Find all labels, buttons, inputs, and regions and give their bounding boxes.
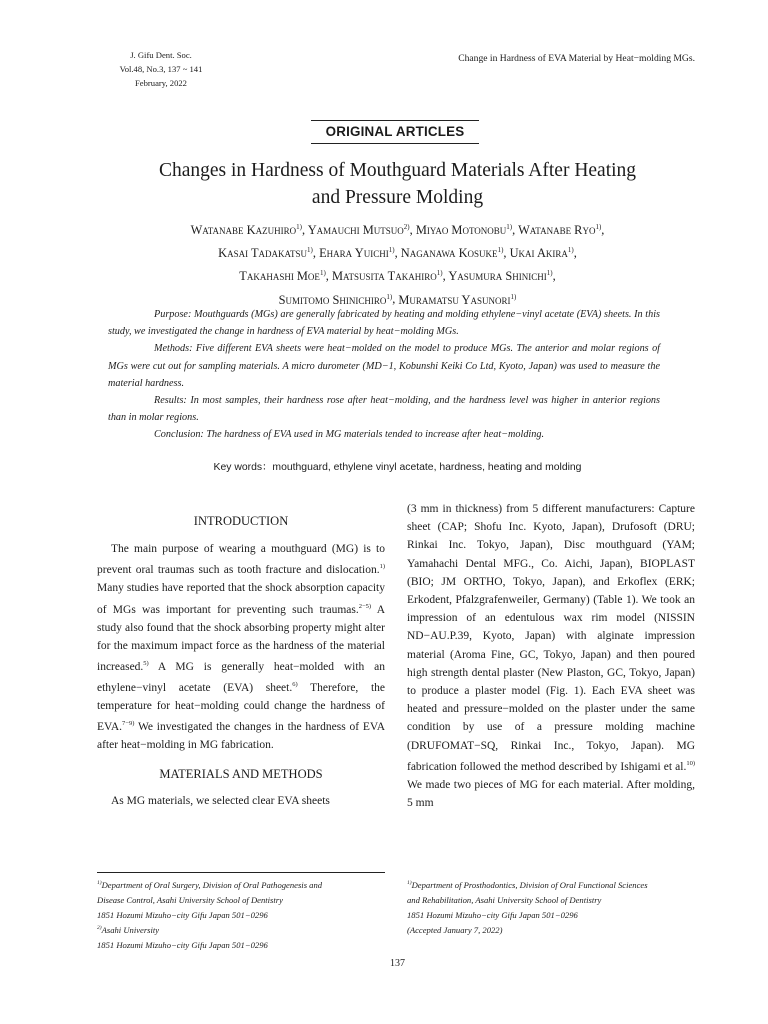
methods-heading: MATERIALS AND METHODS [159,766,323,781]
footnote-rule [97,872,385,873]
abstract-results: Results: In most samples, their hardness rose after heat−molding, and the hardness level was higher in anterior regions than in molar regions. [108,395,660,424]
author: Watanabe Ryo$^{1)}$ [518,223,602,238]
author-line: Sumitomo Shinichiro$^{1)}$, Muramatsu Yasunori$^{1)}$ [278,292,517,307]
author: Miyao Motonobu$^{1)}$ [415,223,513,238]
author: Takahashi Moe$^{1)}$ [239,269,326,284]
journal-date: February, 2022 [135,78,187,88]
page-number: 137 [390,958,405,969]
author: Muramatsu Yasunori$^{1)}$ [398,292,517,307]
abstract-purpose: Purpose: Mouthguards (MGs) are generally fabricated by heating and molding ethylene−vinyl acetate (EVA) sheets. In this study, we investigated the change in hardness of EVA material by heat−molding MGs. [108,309,660,338]
author-line: Watanabe Kazuhiro$^{1)}$, Yamauchi Mutsuo$^{2)}$, Miyao Motonobu$^{1)}$, Watanabe Ryo$^{1)}$, [190,223,605,238]
title-line-1: Changes in Hardness of Mouthguard Materials After Heating [158,160,637,181]
title-line-2: and Pressure Molding [311,187,484,208]
footnote-line: $^{1)}$Department of Oral Surgery, Division of Oral Pathogenesis and [97,879,323,890]
author: Ehara Yuichi$^{1)}$ [319,246,395,261]
footnote-line: $^{1)}$Department of Prosthodontics, Division of Oral Functional Sciences [407,879,648,890]
running-title: Change in Hardness of EVA Material by Heat−molding MGs. [458,53,695,64]
author: Matsusita Takahiro$^{1)}$ [331,269,443,284]
journal-volume: Vol.48, No.3, 137 ~ 141 [119,64,203,74]
introduction-paragraph: The main purpose of wearing a mouthguard (MG) is to prevent oral traumas such as tooth fracture and dislocation.$^{1)}$ Many studies have reported that the shock absorption capacity of MGs was important for preventing such traumas.$^{2-5)}$ A study also found that the shock absorbing property might alter for the maximum impact force as the hardness of the material increased.$^{5)}$ A MG is generally heat−molded with an ethylene−vinyl acetate (EVA) sheet.$^{6)}$ Therefore, the temperature for heat−molding could change the hardness of EVA.$^{7-9)}$ We investigated the changes in the hardness of EVA after heat−molding in MG fabrication. [97,543,386,752]
footnote-line: 1851 Hozumi Mizuho−city Gifu Japan 501−0296 [407,909,578,920]
author: Watanabe Kazuhiro$^{1)}$ [190,223,302,238]
introduction-heading: INTRODUCTION [193,514,289,528]
right-column [407,500,695,812]
author: Naganawa Kosuke$^{1)}$ [400,246,504,261]
footnote-line: 1851 Hozumi Mizuho−city Gifu Japan 501−0296 [97,909,268,920]
paper-title [100,157,695,211]
abstract-conclusion: Conclusion: The hardness of EVA used in MG materials tended to increase after heat−molding. [154,429,544,441]
footnote-line: $^{2)}$Asahi University [97,925,160,936]
keywords: Key words：mouthguard, ethylene vinyl acetate, hardness, heating and molding [213,462,582,473]
footnotes-right [407,877,702,937]
methods-paragraph: As MG materials, we selected clear EVA sheets [111,794,330,807]
footnote-line: 1851 Hozumi Mizuho−city Gifu Japan 501−0296 [97,940,268,951]
footnote-line: (Accepted January 7, 2022) [407,925,503,936]
left-column [97,512,385,810]
journal-name: J. Gifu Dent. Soc. [130,50,192,60]
author: Ukai Akira$^{1)}$ [509,246,574,261]
abstract [108,306,660,444]
author: Yasumura Shinichi$^{1)}$ [448,269,553,284]
journal-citation [100,48,222,90]
footnotes-left [97,877,392,952]
author: Sumitomo Shinichiro$^{1)}$ [278,292,393,307]
footnote-line: and Rehabilitation, Asahi University School of Dentistry [407,894,602,905]
author: Yamauchi Mutsuo$^{2)}$ [307,223,410,238]
author-line: Takahashi Moe$^{1)}$, Matsusita Takahiro$^{1)}$, Yasumura Shinichi$^{1)}$, [239,269,556,284]
author-list [110,217,685,310]
author-line: Kasai Tadakatsu$^{1)}$, Ehara Yuichi$^{1)}$, Naganawa Kosuke$^{1)}$, Ukai Akira$^{1)}$, [218,246,577,261]
abstract-methods: Methods: Five different EVA sheets were heat−molded on the model to produce MGs. The anterior and molar regions of MGs were cut out for sampling materials. A micro durometer (MD−1, Kobunshi Keiki Co Ltd, Kyoto, Japan) was used to measure the material hardness. [108,343,660,389]
section-label: ORIGINAL ARTICLES [311,120,479,144]
footnote-line: Disease Control, Asahi University School of Dentistry [97,894,283,905]
author: Kasai Tadakatsu$^{1)}$ [218,246,313,261]
methods-continued: (3 mm in thickness) from 5 different manufacturers: Capture sheet (CAP; Shofu Inc. Kyoto, Japan), Drufosoft (DRU; Rinkai Inc. Tokyo, Japan), Disc mouthguard (YAM; Yamahachi Dental MFG., Co. Aichi, Japan), BIOPLAST (BIO; JM ORTHO, Tokyo, Japan), and Erkoflex (ERK; Erkodent, Pfalzgrafenweiler, Germany) (Table 1). We took an impression of an edentulous wax rim model (NISSIN ND−AU.P.39, Kyoto, Japan) with alginate impression material (Aroma Fine, GC, Tokyo, Japan) and then poured high strength dental plaster (New Plaston, GC, Tokyo, Japan) to produce a plaster model (Fig. 1). Each EVA sheet was heated and pressure−molded on the plaster under the same condition by use of a pressure molding machine (DRUFOMAT−SQ, Rinkai Inc., Tokyo, Japan). MG fabrication followed the method described by Ishigami et al.$^{10)}$ We made two pieces of MG for each material. After molding, 5 mm [407,503,695,810]
